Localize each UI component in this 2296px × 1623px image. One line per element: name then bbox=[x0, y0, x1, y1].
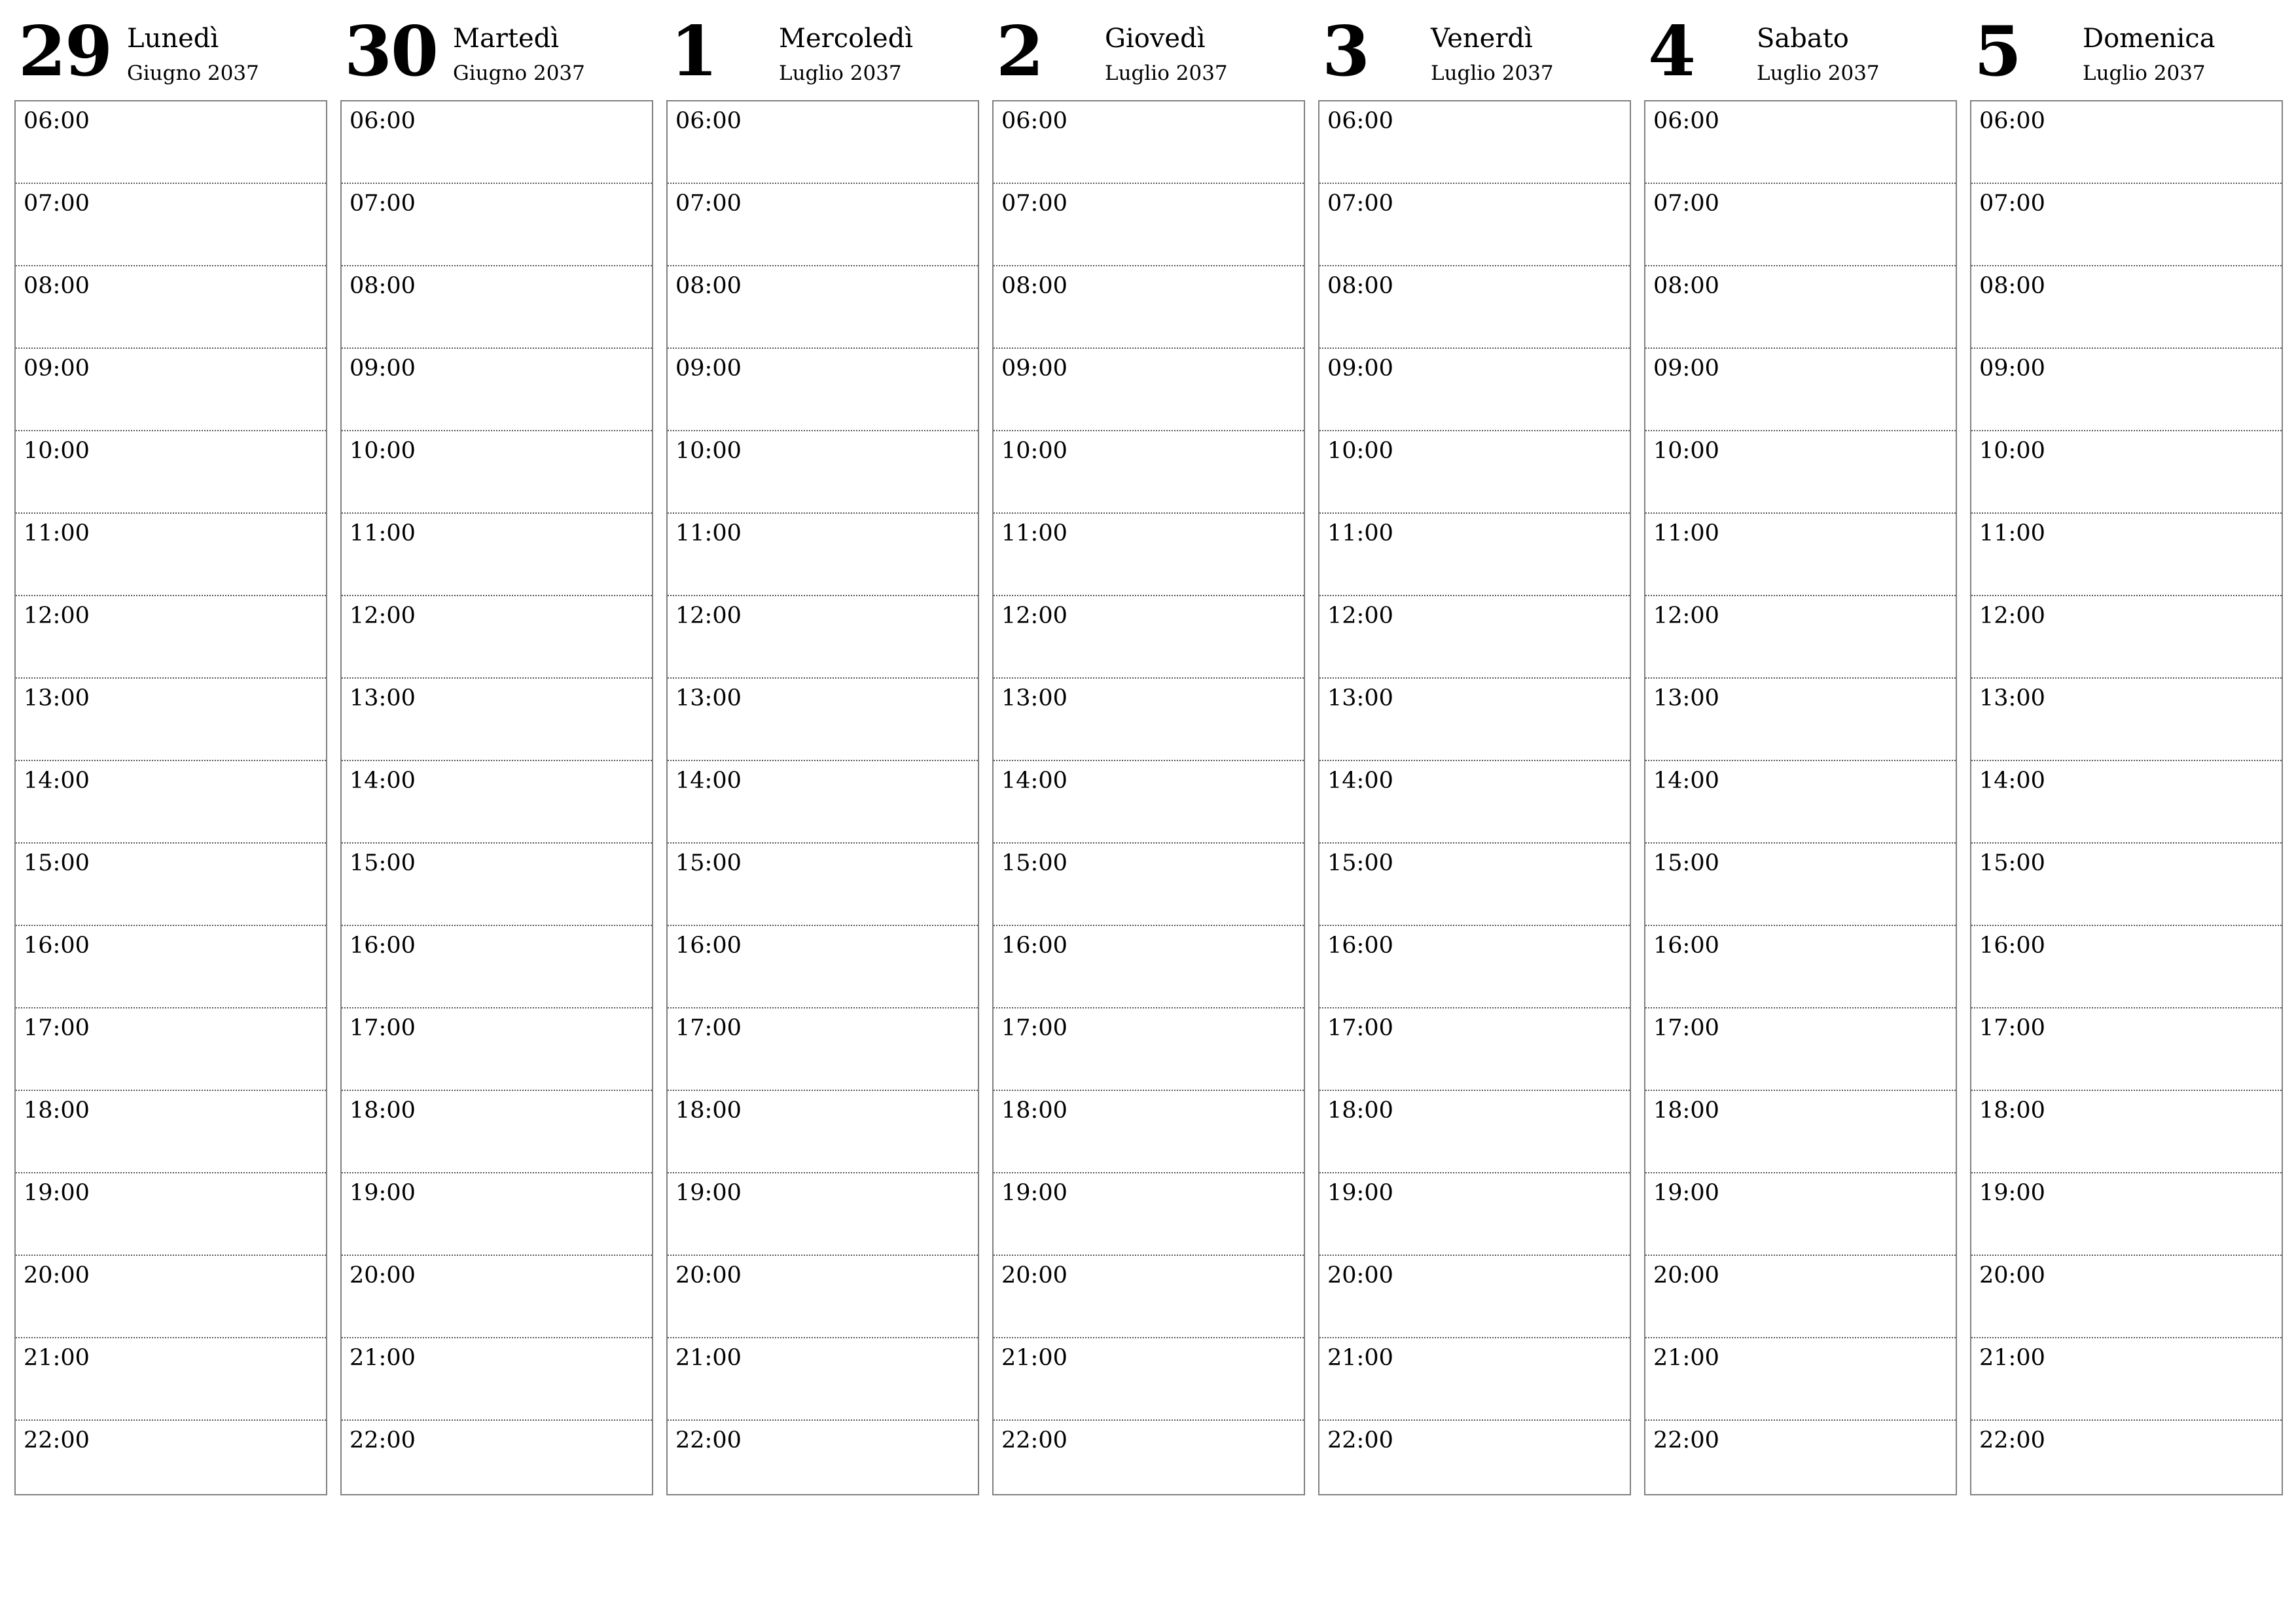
time-slot-label: 06:00 bbox=[1327, 108, 1393, 134]
time-slot bbox=[994, 761, 1304, 844]
time-slot-label: 15:00 bbox=[24, 850, 90, 876]
time-slot-label: 07:00 bbox=[675, 190, 742, 217]
time-slot-label: 19:00 bbox=[1327, 1180, 1393, 1206]
time-slot bbox=[1319, 926, 1630, 1008]
time-slot-label: 10:00 bbox=[24, 438, 90, 464]
day-number: 29 bbox=[18, 10, 112, 92]
time-slot bbox=[668, 1256, 978, 1338]
time-slot-label: 06:00 bbox=[1001, 108, 1067, 134]
time-slot bbox=[16, 431, 326, 514]
time-slot-label: 20:00 bbox=[675, 1262, 742, 1289]
time-slot bbox=[994, 349, 1304, 431]
day-number: 5 bbox=[1974, 10, 2021, 92]
time-slot bbox=[1319, 101, 1630, 184]
time-slot bbox=[342, 1256, 652, 1338]
time-slot-label: 13:00 bbox=[675, 685, 742, 711]
time-slot-label: 06:00 bbox=[1653, 108, 1719, 134]
time-slot bbox=[16, 761, 326, 844]
day-header bbox=[1970, 0, 2283, 100]
time-slot-label: 09:00 bbox=[350, 355, 416, 382]
time-slot bbox=[1319, 1338, 1630, 1421]
time-slot-label: 21:00 bbox=[1001, 1345, 1067, 1371]
time-slot-label: 19:00 bbox=[24, 1180, 90, 1206]
time-slot bbox=[1645, 101, 1956, 184]
time-slot bbox=[1971, 101, 2282, 184]
time-slot-label: 06:00 bbox=[24, 108, 90, 134]
time-slot bbox=[1645, 1008, 1956, 1091]
day-column bbox=[992, 0, 1305, 1454]
time-slot-label: 13:00 bbox=[1979, 685, 2045, 711]
time-slot-label: 18:00 bbox=[1653, 1097, 1719, 1124]
time-slot bbox=[668, 266, 978, 349]
time-slot-label: 14:00 bbox=[350, 768, 416, 794]
time-slot bbox=[16, 1256, 326, 1338]
time-slot bbox=[1319, 1091, 1630, 1173]
time-slot-label: 12:00 bbox=[675, 603, 742, 629]
time-slot-label: 08:00 bbox=[675, 273, 742, 299]
time-slot bbox=[342, 431, 652, 514]
time-slot bbox=[1319, 431, 1630, 514]
time-slot bbox=[994, 101, 1304, 184]
time-slot-label: 06:00 bbox=[350, 108, 416, 134]
time-slot bbox=[668, 761, 978, 844]
time-slot-label: 08:00 bbox=[1327, 273, 1393, 299]
time-slot-label: 22:00 bbox=[1001, 1427, 1067, 1454]
day-schedule-box bbox=[992, 100, 1305, 1495]
time-slot bbox=[16, 1091, 326, 1173]
time-slot-label: 07:00 bbox=[1001, 190, 1067, 217]
day-header bbox=[14, 0, 327, 100]
time-slot-label: 20:00 bbox=[1001, 1262, 1067, 1289]
time-slot bbox=[16, 844, 326, 926]
time-slot-label: 16:00 bbox=[1001, 933, 1067, 959]
time-slot bbox=[1645, 926, 1956, 1008]
day-schedule-box bbox=[1970, 100, 2283, 1495]
time-slot bbox=[668, 349, 978, 431]
time-slot bbox=[1971, 844, 2282, 926]
time-slot bbox=[1645, 1338, 1956, 1421]
time-slot bbox=[1971, 514, 2282, 596]
time-slot-label: 08:00 bbox=[1001, 273, 1067, 299]
day-schedule-box bbox=[666, 100, 979, 1495]
day-header bbox=[992, 0, 1305, 100]
time-slot bbox=[1971, 679, 2282, 761]
time-slot-label: 19:00 bbox=[675, 1180, 742, 1206]
time-slot bbox=[994, 184, 1304, 266]
time-slot bbox=[1319, 1256, 1630, 1338]
time-slot-label: 22:00 bbox=[1653, 1427, 1719, 1454]
time-slot bbox=[1645, 596, 1956, 679]
time-slot-label: 15:00 bbox=[350, 850, 416, 876]
time-slot bbox=[342, 101, 652, 184]
time-slot bbox=[994, 1338, 1304, 1421]
time-slot-label: 10:00 bbox=[1979, 438, 2045, 464]
time-slot bbox=[1645, 844, 1956, 926]
time-slot-label: 13:00 bbox=[24, 685, 90, 711]
time-slot bbox=[1319, 514, 1630, 596]
time-slot bbox=[994, 431, 1304, 514]
time-slot-label: 14:00 bbox=[1979, 768, 2045, 794]
day-number: 1 bbox=[670, 10, 717, 92]
time-slot bbox=[668, 1008, 978, 1091]
time-slot bbox=[342, 184, 652, 266]
time-slot-label: 18:00 bbox=[350, 1097, 416, 1124]
time-slot bbox=[1319, 761, 1630, 844]
time-slot bbox=[16, 1421, 326, 1502]
time-slot-label: 20:00 bbox=[1327, 1262, 1393, 1289]
time-slot-label: 18:00 bbox=[1001, 1097, 1067, 1124]
time-slot bbox=[16, 926, 326, 1008]
time-slot bbox=[994, 1421, 1304, 1502]
time-slot bbox=[342, 844, 652, 926]
time-slot bbox=[1645, 679, 1956, 761]
time-slot-label: 11:00 bbox=[24, 520, 90, 546]
time-slot bbox=[1319, 1008, 1630, 1091]
day-month-year: Giugno 2037 bbox=[453, 62, 585, 85]
time-slot-label: 22:00 bbox=[1327, 1427, 1393, 1454]
time-slot-label: 11:00 bbox=[350, 520, 416, 546]
day-month-year: Giugno 2037 bbox=[127, 62, 259, 85]
time-slot-label: 08:00 bbox=[1653, 273, 1719, 299]
time-slot bbox=[1971, 596, 2282, 679]
time-slot-label: 17:00 bbox=[1327, 1015, 1393, 1041]
time-slot bbox=[1319, 1421, 1630, 1502]
time-slot-label: 15:00 bbox=[1327, 850, 1393, 876]
day-schedule-box bbox=[1644, 100, 1957, 1495]
time-slot-label: 12:00 bbox=[1327, 603, 1393, 629]
time-slot bbox=[1319, 844, 1630, 926]
time-slot bbox=[994, 1173, 1304, 1256]
time-slot-label: 19:00 bbox=[1653, 1180, 1719, 1206]
time-slot-label: 13:00 bbox=[1327, 685, 1393, 711]
time-slot-label: 21:00 bbox=[1327, 1345, 1393, 1371]
time-slot-label: 10:00 bbox=[1327, 438, 1393, 464]
day-number: 4 bbox=[1648, 10, 1695, 92]
time-slot bbox=[1645, 1091, 1956, 1173]
time-slot-label: 17:00 bbox=[350, 1015, 416, 1041]
day-name: Sabato bbox=[1757, 24, 1849, 54]
time-slot-label: 15:00 bbox=[1001, 850, 1067, 876]
time-slot bbox=[1971, 184, 2282, 266]
time-slot-label: 09:00 bbox=[1979, 355, 2045, 382]
day-column bbox=[340, 0, 653, 1454]
time-slot bbox=[1645, 266, 1956, 349]
time-slot-label: 07:00 bbox=[1653, 190, 1719, 217]
time-slot-label: 09:00 bbox=[1653, 355, 1719, 382]
time-slot bbox=[994, 926, 1304, 1008]
time-slot-label: 11:00 bbox=[1327, 520, 1393, 546]
time-slot bbox=[1645, 1256, 1956, 1338]
day-schedule-box bbox=[14, 100, 327, 1495]
time-slot-label: 17:00 bbox=[24, 1015, 90, 1041]
time-slot-label: 17:00 bbox=[675, 1015, 742, 1041]
day-name: Martedì bbox=[453, 24, 560, 54]
time-slot bbox=[342, 679, 652, 761]
time-slot bbox=[668, 844, 978, 926]
day-month-year: Luglio 2037 bbox=[1431, 62, 1554, 85]
time-slot bbox=[16, 1173, 326, 1256]
time-slot bbox=[1319, 349, 1630, 431]
time-slot-label: 07:00 bbox=[1327, 190, 1393, 217]
time-slot-label: 10:00 bbox=[675, 438, 742, 464]
time-slot-label: 10:00 bbox=[350, 438, 416, 464]
time-slot-label: 19:00 bbox=[1979, 1180, 2045, 1206]
time-slot-label: 20:00 bbox=[350, 1262, 416, 1289]
day-column bbox=[1644, 0, 1957, 1454]
time-slot bbox=[342, 926, 652, 1008]
day-name: Domenica bbox=[2083, 24, 2215, 54]
day-name: Mercoledì bbox=[779, 24, 914, 54]
time-slot-label: 08:00 bbox=[1979, 273, 2045, 299]
time-slot bbox=[668, 596, 978, 679]
time-slot bbox=[1319, 596, 1630, 679]
time-slot-label: 22:00 bbox=[24, 1427, 90, 1454]
time-slot-label: 07:00 bbox=[350, 190, 416, 217]
time-slot-label: 12:00 bbox=[1653, 603, 1719, 629]
time-slot-label: 17:00 bbox=[1001, 1015, 1067, 1041]
time-slot bbox=[668, 926, 978, 1008]
time-slot bbox=[1971, 266, 2282, 349]
time-slot-label: 11:00 bbox=[1653, 520, 1719, 546]
time-slot-label: 16:00 bbox=[24, 933, 90, 959]
time-slot-label: 08:00 bbox=[350, 273, 416, 299]
time-slot bbox=[1971, 431, 2282, 514]
time-slot bbox=[16, 596, 326, 679]
time-slot bbox=[1645, 1421, 1956, 1502]
time-slot bbox=[1971, 761, 2282, 844]
time-slot-label: 10:00 bbox=[1001, 438, 1067, 464]
time-slot-label: 16:00 bbox=[1327, 933, 1393, 959]
time-slot-label: 12:00 bbox=[1979, 603, 2045, 629]
time-slot bbox=[16, 101, 326, 184]
time-slot bbox=[1319, 184, 1630, 266]
time-slot bbox=[1971, 926, 2282, 1008]
day-number: 2 bbox=[996, 10, 1043, 92]
day-name: Giovedì bbox=[1105, 24, 1206, 54]
time-slot bbox=[668, 679, 978, 761]
day-header bbox=[1644, 0, 1957, 100]
time-slot bbox=[668, 514, 978, 596]
time-slot bbox=[342, 1173, 652, 1256]
time-slot-label: 22:00 bbox=[1979, 1427, 2045, 1454]
time-slot-label: 17:00 bbox=[1653, 1015, 1719, 1041]
time-slot-label: 21:00 bbox=[1653, 1345, 1719, 1371]
time-slot bbox=[342, 349, 652, 431]
time-slot bbox=[994, 844, 1304, 926]
time-slot-label: 12:00 bbox=[24, 603, 90, 629]
time-slot bbox=[668, 431, 978, 514]
day-month-year: Luglio 2037 bbox=[1757, 62, 1880, 85]
time-slot bbox=[668, 184, 978, 266]
time-slot bbox=[994, 1091, 1304, 1173]
time-slot bbox=[342, 761, 652, 844]
time-slot bbox=[1645, 1173, 1956, 1256]
time-slot bbox=[668, 1421, 978, 1502]
day-column bbox=[1970, 0, 2283, 1454]
time-slot-label: 07:00 bbox=[24, 190, 90, 217]
time-slot-label: 14:00 bbox=[1327, 768, 1393, 794]
time-slot-label: 12:00 bbox=[1001, 603, 1067, 629]
time-slot bbox=[994, 1256, 1304, 1338]
day-month-year: Luglio 2037 bbox=[779, 62, 902, 85]
time-slot bbox=[16, 679, 326, 761]
time-slot bbox=[342, 1421, 652, 1502]
day-name: Venerdì bbox=[1431, 24, 1533, 54]
day-column bbox=[666, 0, 979, 1454]
time-slot-label: 16:00 bbox=[1653, 933, 1719, 959]
time-slot-label: 15:00 bbox=[1653, 850, 1719, 876]
time-slot-label: 18:00 bbox=[24, 1097, 90, 1124]
time-slot-label: 09:00 bbox=[1001, 355, 1067, 382]
day-name: Lunedì bbox=[127, 24, 219, 54]
day-number: 3 bbox=[1322, 10, 1369, 92]
time-slot bbox=[994, 596, 1304, 679]
time-slot-label: 09:00 bbox=[1327, 355, 1393, 382]
time-slot-label: 14:00 bbox=[24, 768, 90, 794]
time-slot bbox=[16, 1008, 326, 1091]
time-slot-label: 21:00 bbox=[350, 1345, 416, 1371]
time-slot bbox=[1971, 1421, 2282, 1502]
time-slot-label: 21:00 bbox=[675, 1345, 742, 1371]
time-slot-label: 11:00 bbox=[675, 520, 742, 546]
time-slot-label: 17:00 bbox=[1979, 1015, 2045, 1041]
time-slot bbox=[1971, 1173, 2282, 1256]
day-schedule-box bbox=[1318, 100, 1631, 1495]
time-slot bbox=[994, 266, 1304, 349]
time-slot-label: 12:00 bbox=[350, 603, 416, 629]
time-slot bbox=[16, 349, 326, 431]
time-slot-label: 15:00 bbox=[675, 850, 742, 876]
time-slot-label: 14:00 bbox=[1001, 768, 1067, 794]
time-slot-label: 18:00 bbox=[1327, 1097, 1393, 1124]
time-slot-label: 13:00 bbox=[1001, 685, 1067, 711]
time-slot bbox=[1971, 1091, 2282, 1173]
time-slot-label: 16:00 bbox=[350, 933, 416, 959]
day-header bbox=[666, 0, 979, 100]
time-slot bbox=[1645, 349, 1956, 431]
day-schedule-box bbox=[340, 100, 653, 1495]
time-slot bbox=[342, 596, 652, 679]
time-slot bbox=[342, 1091, 652, 1173]
time-slot bbox=[342, 266, 652, 349]
time-slot bbox=[342, 1008, 652, 1091]
time-slot bbox=[1645, 514, 1956, 596]
time-slot bbox=[1645, 761, 1956, 844]
time-slot bbox=[1319, 679, 1630, 761]
time-slot bbox=[668, 1091, 978, 1173]
time-slot bbox=[342, 1338, 652, 1421]
time-slot-label: 07:00 bbox=[1979, 190, 2045, 217]
time-slot-label: 20:00 bbox=[1653, 1262, 1719, 1289]
day-header bbox=[1318, 0, 1631, 100]
time-slot bbox=[1971, 349, 2282, 431]
time-slot-label: 22:00 bbox=[350, 1427, 416, 1454]
time-slot-label: 15:00 bbox=[1979, 850, 2045, 876]
time-slot bbox=[16, 514, 326, 596]
time-slot-label: 18:00 bbox=[675, 1097, 742, 1124]
time-slot bbox=[994, 514, 1304, 596]
time-slot bbox=[16, 1338, 326, 1421]
time-slot-label: 13:00 bbox=[1653, 685, 1719, 711]
time-slot bbox=[16, 184, 326, 266]
time-slot bbox=[1319, 266, 1630, 349]
time-slot-label: 09:00 bbox=[24, 355, 90, 382]
time-slot-label: 10:00 bbox=[1653, 438, 1719, 464]
time-slot-label: 22:00 bbox=[675, 1427, 742, 1454]
day-month-year: Luglio 2037 bbox=[1105, 62, 1228, 85]
time-slot bbox=[1971, 1008, 2282, 1091]
time-slot-label: 13:00 bbox=[350, 685, 416, 711]
time-slot bbox=[668, 1338, 978, 1421]
time-slot-label: 21:00 bbox=[24, 1345, 90, 1371]
time-slot bbox=[1645, 431, 1956, 514]
time-slot bbox=[1645, 184, 1956, 266]
time-slot-label: 20:00 bbox=[1979, 1262, 2045, 1289]
time-slot bbox=[1319, 1173, 1630, 1256]
time-slot-label: 06:00 bbox=[675, 108, 742, 134]
time-slot-label: 06:00 bbox=[1979, 108, 2045, 134]
time-slot-label: 18:00 bbox=[1979, 1097, 2045, 1124]
time-slot-label: 20:00 bbox=[24, 1262, 90, 1289]
time-slot-label: 16:00 bbox=[1979, 933, 2045, 959]
time-slot bbox=[1971, 1256, 2282, 1338]
time-slot bbox=[16, 266, 326, 349]
time-slot-label: 19:00 bbox=[350, 1180, 416, 1206]
time-slot bbox=[1971, 1338, 2282, 1421]
time-slot-label: 19:00 bbox=[1001, 1180, 1067, 1206]
time-slot-label: 14:00 bbox=[675, 768, 742, 794]
day-header bbox=[340, 0, 653, 100]
time-slot-label: 14:00 bbox=[1653, 768, 1719, 794]
time-slot bbox=[342, 514, 652, 596]
time-slot-label: 08:00 bbox=[24, 273, 90, 299]
day-column bbox=[14, 0, 327, 1454]
day-month-year: Luglio 2037 bbox=[2083, 62, 2206, 85]
time-slot bbox=[994, 679, 1304, 761]
time-slot-label: 16:00 bbox=[675, 933, 742, 959]
day-column bbox=[1318, 0, 1631, 1454]
day-number: 30 bbox=[344, 10, 438, 92]
time-slot-label: 11:00 bbox=[1979, 520, 2045, 546]
time-slot bbox=[668, 1173, 978, 1256]
time-slot-label: 09:00 bbox=[675, 355, 742, 382]
time-slot bbox=[994, 1008, 1304, 1091]
time-slot-label: 11:00 bbox=[1001, 520, 1067, 546]
time-slot bbox=[668, 101, 978, 184]
time-slot-label: 21:00 bbox=[1979, 1345, 2045, 1371]
